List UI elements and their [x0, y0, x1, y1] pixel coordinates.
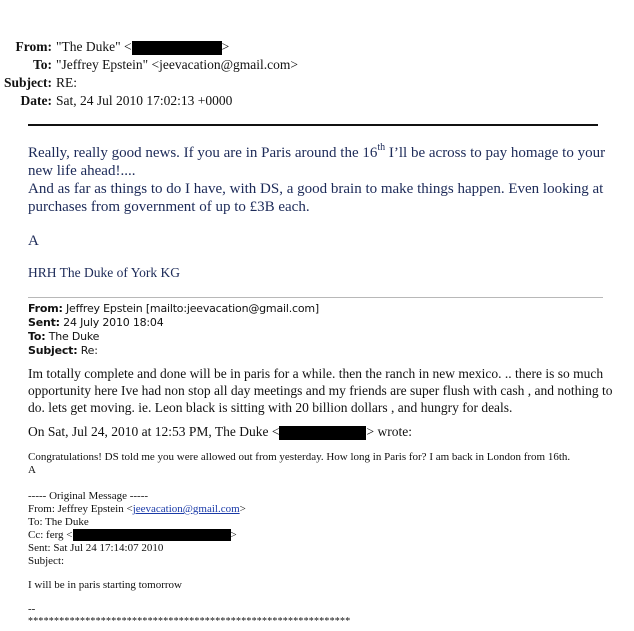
- header-date-row: [0, 92, 232, 110]
- epstein-to-value: The Duke: [45, 330, 100, 343]
- duke-reply-body: [28, 144, 613, 216]
- signature-dashes: --: [28, 603, 36, 615]
- header-date-value: Sat, 24 Jul 2010 17:02:13 +0000: [56, 93, 233, 108]
- header-date-label: Date:: [20, 93, 52, 108]
- epstein-to-label: To:: [28, 330, 46, 343]
- redacted-email: [279, 426, 366, 440]
- original-from-email-link[interactable]: jeevacation@gmail.com: [132, 503, 240, 515]
- redacted-email: [132, 41, 222, 55]
- header-subject-value: RE:: [56, 75, 78, 90]
- original-message-separator: ----- Original Message -----: [28, 490, 149, 502]
- quote-attribution-text: On Sat, Jul 24, 2010 at 12:53 PM, The Duke <: [28, 424, 280, 439]
- original-sent-row: Sent: Sat Jul 24 17:14:07 2010: [28, 542, 164, 554]
- epstein-from-value: Jeffrey Epstein [mailto:jeevacation@gmail.com]: [62, 302, 319, 315]
- epstein-to-row: [28, 330, 319, 344]
- epstein-subject-value: Re:: [77, 344, 98, 357]
- epstein-subject-row: [28, 344, 319, 358]
- epstein-sent-row: [28, 316, 319, 330]
- original-cc-row: [28, 529, 237, 543]
- duke-signature: HRH The Duke of York KG: [28, 265, 181, 280]
- quote-attribution: [28, 423, 412, 440]
- original-subject-row: Subject:: [28, 555, 65, 567]
- epstein-sent-label: Sent:: [28, 316, 60, 329]
- header-to-value: "Jeffrey Epstein" <jeevacation@gmail.com>: [56, 57, 298, 72]
- header-to-label: To:: [32, 57, 52, 72]
- header-to-row: [0, 56, 298, 74]
- signature-asterisk-line: **************************************************************: [28, 616, 351, 627]
- quote-attribution-text: > wrote:: [366, 424, 412, 439]
- epstein-from-row: [28, 302, 319, 316]
- original-from-close: >: [239, 503, 246, 515]
- header-from-close: >: [221, 39, 230, 54]
- original-cc-label: Cc: ferg <: [28, 529, 73, 541]
- epstein-message-header: [28, 302, 319, 358]
- header-from-name: "The Duke" <: [56, 39, 132, 54]
- original-from-row: [28, 503, 246, 517]
- header-from-label: From:: [15, 39, 52, 54]
- original-to-row: To: The Duke: [28, 516, 89, 528]
- header-from-row: [0, 38, 229, 56]
- original-from-label: From: Jeffrey Epstein <: [28, 503, 133, 515]
- quoted-duke-sign: A: [28, 464, 36, 476]
- header-divider: [28, 124, 598, 126]
- quoted-divider: [28, 297, 603, 298]
- redacted-email: [73, 529, 231, 541]
- quoted-duke-body: Congratulations! DS told me you were allowed out from yesterday. How long in Paris for? I am back in London from 16th.: [28, 451, 571, 463]
- original-cc-close: >: [230, 529, 237, 541]
- duke-sign-initial: A: [28, 233, 39, 249]
- epstein-sent-value: 24 July 2010 18:04: [59, 316, 164, 329]
- header-subject-label: Subject:: [4, 75, 52, 90]
- duke-reply-paragraph-1: [28, 144, 613, 180]
- duke-reply-text: I’ll be across to pay homage to your new life ahead!....: [28, 145, 606, 179]
- epstein-from-label: From:: [28, 302, 63, 315]
- header-subject-row: [0, 74, 77, 92]
- duke-reply-text: Really, really good news. If you are in Paris around the 16: [28, 145, 378, 161]
- ordinal-suffix: th: [377, 142, 386, 153]
- original-message-body: I will be in paris starting tomorrow: [28, 579, 182, 591]
- epstein-subject-label: Subject:: [28, 344, 78, 357]
- duke-reply-paragraph-2: And as far as things to do I have, with DS, a good brain to make things happen. Even looking at purchases from government of up to £3B each.: [28, 181, 604, 215]
- epstein-message-body: Im totally complete and done will be in paris for a while. then the ranch in new mexico. .. there is so much opportunity here Ive had non stop all day meetings and my friends are super flush with cash , and nothing to do. lets get moving. ie. Leon black is sitting with 20 billion dollars , and hungry for deals.: [28, 366, 613, 415]
